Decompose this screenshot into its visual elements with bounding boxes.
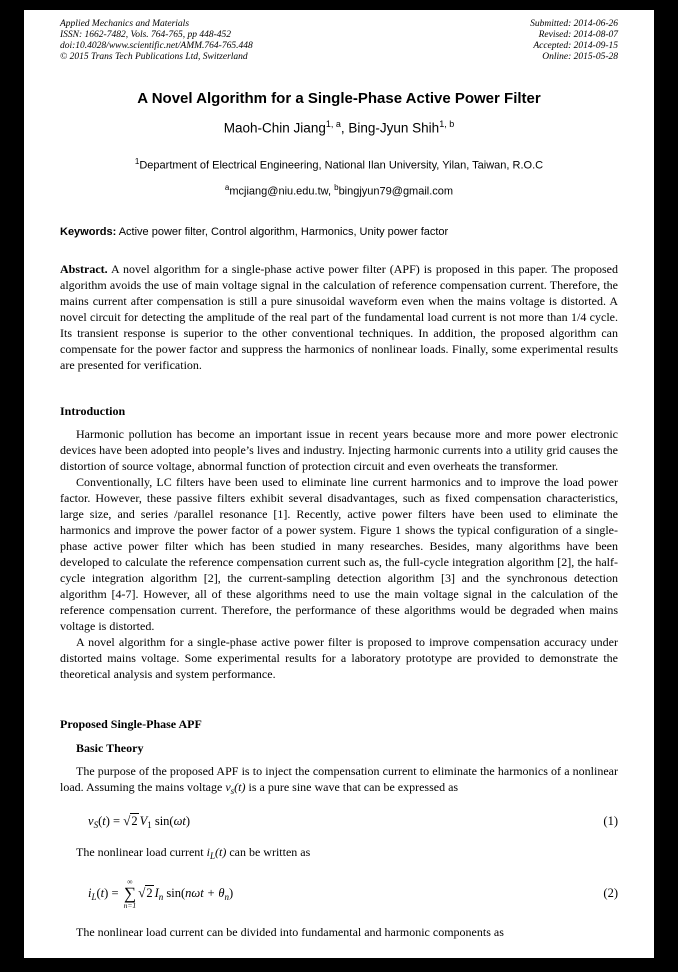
introduction-paragraph-1: Harmonic pollution has become an important issue in recent years because more and more power electronic devices have been adopted into people’s lives and industry. Injecting harmonic currents into a utility grid causes the distortion of source voltage, abnormal function of protection circuit and even overheats the transformer.: [60, 426, 618, 473]
inline-math-il-arg: (t): [214, 844, 227, 859]
math-paren: ): [229, 885, 234, 900]
date-submitted: Submitted: 2014-06-26: [530, 19, 618, 29]
abstract-label: Abstract.: [60, 261, 108, 276]
math-arg: nωt + θ: [185, 885, 225, 900]
math-sub: n: [158, 891, 164, 902]
equation-number: (2): [603, 886, 618, 901]
inline-math-vs-arg: (t): [234, 779, 246, 794]
math-var: t: [102, 813, 106, 828]
math-var: v: [88, 813, 94, 828]
equation-number: (1): [603, 813, 618, 828]
subsection-heading-basic-theory: Basic Theory: [76, 740, 144, 755]
inline-math-il-sub: L: [209, 850, 215, 861]
sqrt-icon: √: [123, 812, 131, 828]
inline-math-vs: v: [225, 779, 231, 794]
math-sub: n: [224, 891, 229, 902]
math-paren: (: [96, 885, 101, 900]
math-radicand: 2: [131, 813, 138, 828]
paragraph-text: can be written as: [226, 844, 311, 859]
equation-1: [88, 813, 618, 830]
math-equals: ) =: [105, 813, 124, 828]
journal-copyright: © 2015 Trans Tech Publications Ltd, Switzerland: [60, 52, 248, 62]
author-1-affiliation-marks: 1, a: [325, 119, 341, 129]
math-var: V: [139, 813, 148, 828]
journal-doi: doi:10.4028/www.scientific.net/AMM.764-765.448: [60, 41, 253, 51]
keywords-label: Keywords:: [60, 225, 117, 238]
affiliation-mark: 1: [134, 156, 140, 166]
inline-math-vs-sub: s: [230, 785, 235, 796]
math-var: I: [154, 885, 159, 900]
introduction-paragraph-3: A novel algorithm for a single-phase active power filter is proposed to improve compensation accuracy under distorted mains voltage. Some experimental results for a laboratory prototype are provided to demonstrate the theoretical analysis and system performance.: [60, 634, 618, 681]
email-b-mark: b: [334, 183, 339, 193]
math-sub: 1: [147, 819, 152, 830]
summation-lower-limit: n=1: [123, 900, 137, 910]
publication-header: [60, 19, 618, 63]
author-1-name: Maoh-Chin Jiang: [223, 120, 326, 136]
affiliation-text: Department of Electrical Engineering, National Ilan University, Yilan, Taiwan, R.O.C: [139, 159, 544, 172]
section-heading-proposed-apf: Proposed Single-Phase APF: [60, 716, 202, 731]
math-sub: L: [91, 891, 97, 902]
author-2-name: Bing-Jyun Shih: [348, 120, 440, 136]
paragraph-text: The purpose of the proposed APF is to inject the compensation current to eliminate the harmonics of a nonlinear load. Assuming the mains voltage: [60, 763, 618, 794]
journal-name: Applied Mechanics and Materials: [60, 19, 190, 29]
basic-theory-paragraph-2: [60, 844, 618, 864]
summation-icon: [124, 878, 137, 910]
inline-math-il: i: [206, 844, 210, 859]
math-paren: ): [185, 813, 191, 828]
math-function: sin(: [151, 813, 174, 828]
submission-dates-block: [530, 19, 618, 63]
abstract-text: A novel algorithm for a single-phase active power filter (APF) is proposed in this paper. The proposed algorithm avoids the use of main voltage signal in the calculation of reference compensation current. Therefore, the mains current after compensation is still a pure sinusoidal waveform even when the mains voltage is distorted. A novel circuit for detecting the amplitude of the real part of the fundamental load current is not more than 1/4 cycle. Its transient response is superior to the other conventional techniques. In addition, the proposed algorithm can compensate for the power factor and suppress the harmonics of nonlinear loads. Finally, some experimental results are presented for verification.: [60, 261, 618, 372]
author-2-affiliation-marks: 1, b: [439, 119, 455, 129]
math-var: i: [88, 885, 92, 900]
journal-info-block: [60, 19, 253, 63]
summation-sign: ∑: [123, 883, 136, 903]
keywords-line: [60, 225, 618, 239]
date-accepted: Accepted: 2014-09-15: [533, 41, 618, 51]
emails-line: [60, 181, 618, 199]
equation-2-body: [88, 878, 233, 910]
journal-issn: ISSN: 1662-7482, Vols. 764-765, pp 448-452: [60, 30, 231, 40]
keywords-text: Active power filter, Control algorithm, Harmonics, Unity power factor: [116, 225, 449, 238]
date-online: Online: 2015-05-28: [542, 52, 618, 62]
email-a-mark: a: [224, 183, 230, 193]
math-sub: S: [93, 819, 99, 830]
paragraph-text: is a pure sine wave that can be expressed as: [245, 779, 459, 794]
math-equals: ) =: [104, 885, 122, 900]
abstract-paragraph: [60, 261, 618, 373]
paragraph-text: The nonlinear load current: [76, 844, 207, 859]
math-radicand: 2: [146, 885, 153, 900]
email-b: bingjyun79@gmail.com: [338, 185, 454, 198]
section-heading-introduction: Introduction: [60, 403, 126, 418]
math-paren: (: [98, 813, 103, 828]
date-revised: Revised: 2014-08-07: [538, 30, 618, 40]
equation-1-body: [88, 813, 190, 830]
author-separator: ,: [340, 120, 349, 136]
affiliation-line: [60, 155, 618, 173]
sqrt-icon: √: [138, 884, 146, 900]
authors-line: [60, 115, 618, 138]
math-arg: ωt: [173, 813, 186, 828]
math-var: t: [100, 885, 105, 900]
summation-upper-limit: ∞: [127, 876, 133, 886]
paper-page: [24, 10, 654, 958]
introduction-paragraph-2: Conventionally, LC filters have been used to eliminate line current harmonics and to improve the load power factor. However, these passive filters exhibit several disadvantages, such as fixed compensation characteristics, large size, and series /parallel resonance [1]. Recently, active power filters have been used to eliminate the harmonics and improve the power factor of a power system. Figure 1 shows the typical configuration of a single-phase active power filter which has been studied in many researches. Besides, many algorithms have been developed to calculate the reference compensation current such as, the full-cycle integration algorithm [2], the half-cycle integration algorithm [2], the current-sampling detection algorithm [3] and the synchronous detection algorithm [4-7]. However, all of these algorithms need to use the main voltage signal in the calculation of the reference compensation current. Therefore, the performance of these algorithms would be degraded when mains voltage is distorted.: [60, 474, 618, 633]
basic-theory-paragraph-1: [60, 763, 618, 799]
equation-2: [88, 878, 618, 910]
math-function: sin(: [163, 885, 186, 900]
basic-theory-paragraph-3: The nonlinear load current can be divided into fundamental and harmonic components as: [76, 924, 504, 939]
email-a: mcjiang@niu.edu.tw,: [229, 185, 335, 198]
paper-title: A Novel Algorithm for a Single-Phase Active Power Filter: [137, 90, 541, 107]
